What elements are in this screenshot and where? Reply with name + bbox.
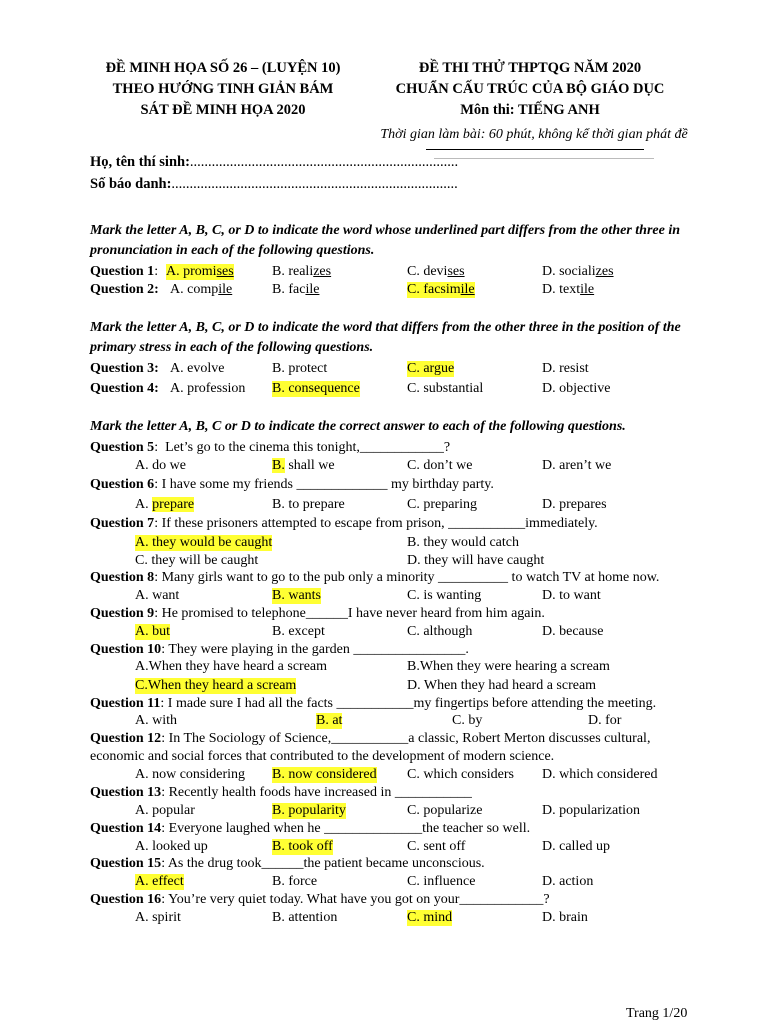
candidate-name <box>90 154 458 171</box>
question-7-options-2 <box>90 553 730 571</box>
option-d: D. aren’t we <box>542 458 612 473</box>
question-stem: Everyone laughed when he ______________the teacher so well. <box>168 821 531 836</box>
option-d: D. popularization <box>542 803 640 818</box>
option-a: A. compile <box>170 282 233 297</box>
option-a: A.When they have heard a scream <box>135 659 328 674</box>
question-label: Question 1: <box>90 264 159 279</box>
question-16-stem: Question 16: You’re very quiet today. What have you got on your____________? <box>90 892 550 907</box>
question-stem: You’re very quiet today. What have you got on your____________? <box>168 892 550 907</box>
question-11-stem: Question 11: I made sure I had all the facts ___________my fingertips before attending the meeting. <box>90 696 657 711</box>
option-b: B. took off <box>272 839 333 854</box>
option-a: A. effect <box>135 874 184 889</box>
option-b: B. shall we <box>272 458 335 473</box>
option-c: C. by <box>452 713 483 728</box>
option-a: A. do we <box>135 458 186 473</box>
option-b: B. except <box>272 624 325 639</box>
question-14-options <box>90 839 730 857</box>
option-b: B. they would catch <box>407 535 519 550</box>
option-b: B. popularity <box>272 803 346 818</box>
option-c: C. devises <box>407 264 465 279</box>
option-c: C. argue <box>407 361 455 376</box>
header-divider <box>426 149 644 150</box>
question-stem: I made sure I had all the facts ___________my fingertips before attending the meeting. <box>167 696 657 711</box>
option-d: D. resist <box>542 361 589 376</box>
instruction-correct: Mark the letter A, B, C or D to indicate the correct answer to each of the following questions. <box>90 419 626 434</box>
candidate-name-dots: .......................................................................... <box>189 154 459 170</box>
option-a: A. they would be caught <box>135 535 273 550</box>
question-16-options <box>90 910 730 928</box>
page-number: Trang 1/20 <box>626 1006 688 1021</box>
option-a: A. spirit <box>135 910 181 925</box>
header-right-line2: CHUẨN CẤU TRÚC CỦA BỘ GIÁO DỤC <box>395 81 665 97</box>
option-c: C. popularize <box>407 803 483 818</box>
option-b: B. realizes <box>272 264 332 279</box>
option-c: C. influence <box>407 874 476 889</box>
header-right <box>360 58 700 121</box>
option-a: A. popular <box>135 803 195 818</box>
option-b: B. wants <box>272 588 321 603</box>
header-divider-shadow <box>434 158 654 159</box>
option-c: C. although <box>407 624 473 639</box>
question-label: Question 2: <box>90 282 159 297</box>
option-a: A. promises <box>166 264 234 279</box>
question-9-options <box>90 624 730 642</box>
question-13-options <box>90 803 730 821</box>
question-stem: They were playing in the garden ________________. <box>168 642 469 657</box>
candidate-name-label: Họ, tên thí sinh: <box>90 154 190 170</box>
question-6-options <box>90 497 730 515</box>
question-stem: Let’s go to the cinema this tonight,____________? <box>165 440 451 455</box>
question-12-options <box>90 767 730 785</box>
option-a: A. now considering <box>135 767 246 782</box>
option-a: A. prepare <box>135 497 195 512</box>
header-left <box>88 58 358 121</box>
option-d: D. textile <box>542 282 595 297</box>
option-a: A. profession <box>170 381 246 396</box>
option-d: D. objective <box>542 381 611 396</box>
option-a: A. evolve <box>170 361 225 376</box>
question-8-options <box>90 588 730 606</box>
header-left-line1: ĐỀ MINH HỌA SỐ 26 – (LUYỆN 10) <box>105 60 341 76</box>
question-10-options-2 <box>90 678 730 696</box>
option-b: B. now considered <box>272 767 377 782</box>
option-d: D. action <box>542 874 594 889</box>
header-left-line3: SÁT ĐỀ MINH HỌA 2020 <box>140 102 306 118</box>
option-c: C. preparing <box>407 497 477 512</box>
question-15-stem: Question 15: As the drug took______the patient became unconscious. <box>90 856 485 871</box>
question-stem: He promised to telephone______I have never heard from him again. <box>161 606 545 621</box>
question-6-stem: Question 6: I have some my friends _____________ my birthday party. <box>90 477 494 492</box>
question-11-options <box>90 713 730 731</box>
option-b: B. to prepare <box>272 497 345 512</box>
question-label: Question 3: <box>90 361 159 376</box>
question-4 <box>90 381 730 399</box>
question-stem: Recently health foods have increased in ___________ <box>168 785 472 800</box>
option-c: C. they will be caught <box>135 553 259 568</box>
option-c: C. facsimile <box>407 282 475 297</box>
candidate-id-dots: ............................................................................... <box>171 176 458 192</box>
option-c: C. is wanting <box>407 588 482 603</box>
question-7-options-1 <box>90 535 730 553</box>
question-10-stem: Question 10: They were playing in the garden ________________. <box>90 642 469 657</box>
option-b: B. consequence <box>272 381 360 396</box>
option-c: C. which considers <box>407 767 514 782</box>
option-c: C. don’t we <box>407 458 473 473</box>
option-d: D. which considered <box>542 767 658 782</box>
question-3 <box>90 361 730 379</box>
question-stem: Many girls want to go to the pub only a minority __________ to watch TV at home now. <box>161 570 660 585</box>
question-10-options-1 <box>90 659 730 677</box>
option-d: D. they will have caught <box>407 553 545 568</box>
option-a: A. but <box>135 624 170 639</box>
option-b: B. protect <box>272 361 328 376</box>
option-b: B.When they were hearing a scream <box>407 659 610 674</box>
option-c: C.When they heard a scream <box>135 678 297 693</box>
question-14-stem: Question 14: Everyone laughed when he ______________the teacher so well. <box>90 821 531 836</box>
instruction-pronunciation: Mark the letter A, B, C, or D to indicate the word whose underlined part differs from the other three in pronunciation in each of the following questions. <box>90 223 680 258</box>
option-d: D. brain <box>542 910 588 925</box>
question-stem: In The Sociology of Science,___________a classic, Robert Merton discusses cultural, <box>168 731 651 746</box>
header-right-line1: ĐỀ THI THỬ THPTQG NĂM 2020 <box>418 60 642 76</box>
option-d: D. called up <box>542 839 611 854</box>
option-d: D. prepares <box>542 497 607 512</box>
question-stem: I have some my friends _____________ my birthday party. <box>161 477 494 492</box>
header-right-line3: Môn thi: TIẾNG ANH <box>460 102 600 118</box>
option-a: A. want <box>135 588 180 603</box>
question-13-stem: Question 13: Recently health foods have increased in ___________ <box>90 785 472 800</box>
option-a: A. with <box>135 713 177 728</box>
question-1 <box>90 264 730 282</box>
option-b: B. facile <box>272 282 320 297</box>
option-d: D. When they had heard a scream <box>407 678 597 693</box>
option-b: B. at <box>316 713 343 728</box>
option-c: C. mind <box>407 910 453 925</box>
question-5-options <box>90 458 730 476</box>
question-12-stem: Question 12: In The Sociology of Science,___________a classic, Robert Merton discusses cultural, <box>90 731 651 746</box>
question-9-stem: Question 9: He promised to telephone______I have never heard from him again. <box>90 606 545 621</box>
question-8-stem: Question 8: Many girls want to go to the pub only a minority __________ to watch TV at home now. <box>90 570 660 585</box>
option-d: D. for <box>588 713 622 728</box>
header-left-line2: THEO HƯỚNG TINH GIẢN BÁM <box>112 81 334 97</box>
question-stem: As the drug took______the patient became unconscious. <box>167 856 485 871</box>
question-7-stem: Question 7: If these prisoners attempted to escape from prison, ___________immediately. <box>90 516 598 531</box>
option-d: D. to want <box>542 588 601 603</box>
option-c: C. substantial <box>407 381 484 396</box>
question-12-stem-cont: economic and social forces that contributed to the development of modern science. <box>90 749 555 764</box>
candidate-id-label: Số báo danh: <box>90 176 172 192</box>
question-15-options <box>90 874 730 892</box>
question-2 <box>90 282 730 300</box>
question-stem: If these prisoners attempted to escape from prison, ___________immediately. <box>161 516 598 531</box>
question-label: Question 4: <box>90 381 159 396</box>
option-a: A. looked up <box>135 839 208 854</box>
option-b: B. force <box>272 874 318 889</box>
exam-time: Thời gian làm bài: 60 phút, không kể thời gian phát đề <box>380 127 688 142</box>
option-b: B. attention <box>272 910 338 925</box>
candidate-id <box>90 176 458 193</box>
option-c: C. sent off <box>407 839 466 854</box>
option-d: D. because <box>542 624 604 639</box>
instruction-stress: Mark the letter A, B, C, or D to indicate the word that differs from the other three in the position of the primary stress in each of the following questions. <box>90 320 681 355</box>
question-5-stem: Question 5: Let’s go to the cinema this tonight,____________? <box>90 440 451 455</box>
option-d: D. socializes <box>542 264 614 279</box>
